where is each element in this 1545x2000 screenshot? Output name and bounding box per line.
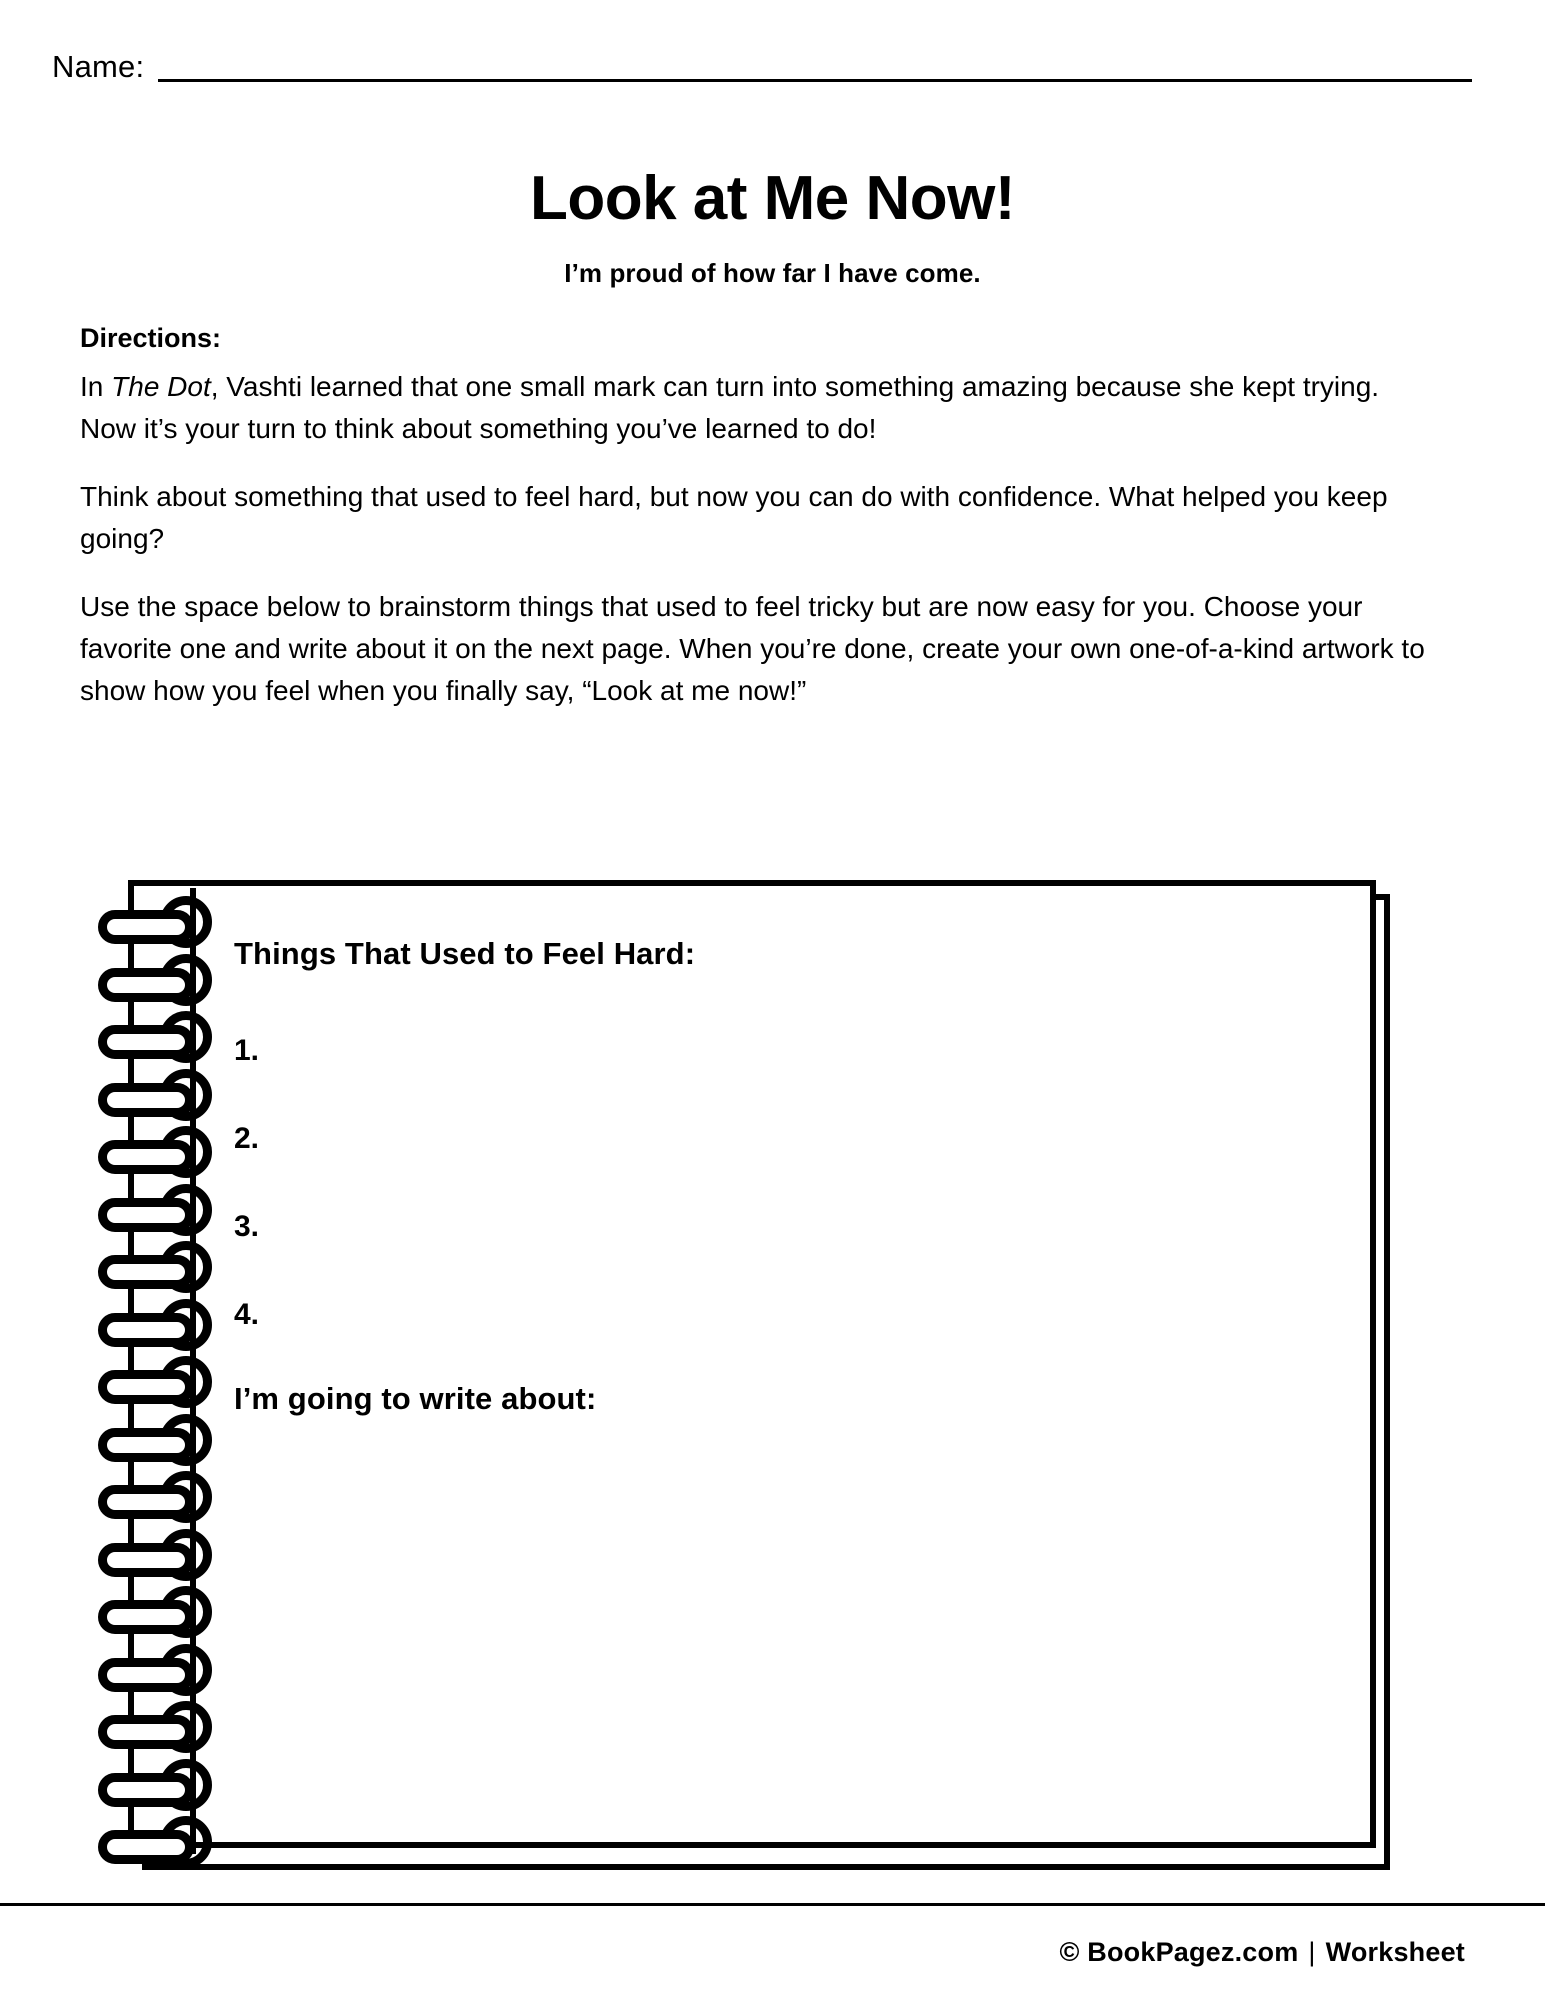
name-row <box>52 38 1472 86</box>
name-input-line[interactable] <box>158 79 1472 82</box>
footer <box>1059 1936 1465 1968</box>
notebook-list-item-3[interactable]: 3. <box>234 1210 260 1243</box>
page-title: Look at Me Now! <box>529 163 1016 233</box>
book-title-the-dot: The Dot <box>111 371 211 402</box>
notebook-brainstorm-area <box>128 880 1390 1870</box>
footer-separator: | <box>1308 1937 1316 1967</box>
notebook-list-item-4[interactable]: 4. <box>234 1298 260 1331</box>
directions-paragraph-3: Use the space below to brainstorm things that used to feel tricky but are now easy for you. Choose your favorite one and write about it on the next page. When you’re done, create your own one-of-a-kind artwork to show how you feel when you finally say, “Look at me now!” <box>80 591 1425 706</box>
notebook-heading: Things That Used to Feel Hard: <box>234 936 696 971</box>
notebook-content <box>234 886 1324 1854</box>
paragraph-1-rest: , Vashti learned that one small mark can turn into something amazing because she kept trying. Now it’s your turn to think about something you’ve learned to do! <box>80 371 1380 444</box>
notebook-spine-line <box>190 888 196 1854</box>
directions-heading: Directions: <box>80 323 222 353</box>
directions-paragraph-1 <box>80 366 1425 450</box>
footer-copyright: © BookPagez.com <box>1059 1937 1299 1967</box>
footer-divider <box>0 1903 1545 1906</box>
notebook-page <box>128 880 1376 1848</box>
directions-paragraph-2: Think about something that used to feel hard, but now you can do with confidence. What helped you keep going? <box>80 481 1388 554</box>
footer-doc-type: Worksheet <box>1325 1937 1465 1967</box>
write-about-label: I’m going to write about: <box>234 1381 597 1416</box>
notebook-list-item-1[interactable]: 1. <box>234 1034 260 1067</box>
page-subtitle: I’m proud of how far I have come. <box>564 258 981 288</box>
notebook-list-item-2[interactable]: 2. <box>234 1122 260 1155</box>
directions-section <box>80 322 1440 712</box>
paragraph-1-lead: In <box>80 371 112 402</box>
name-label: Name: <box>52 49 145 84</box>
